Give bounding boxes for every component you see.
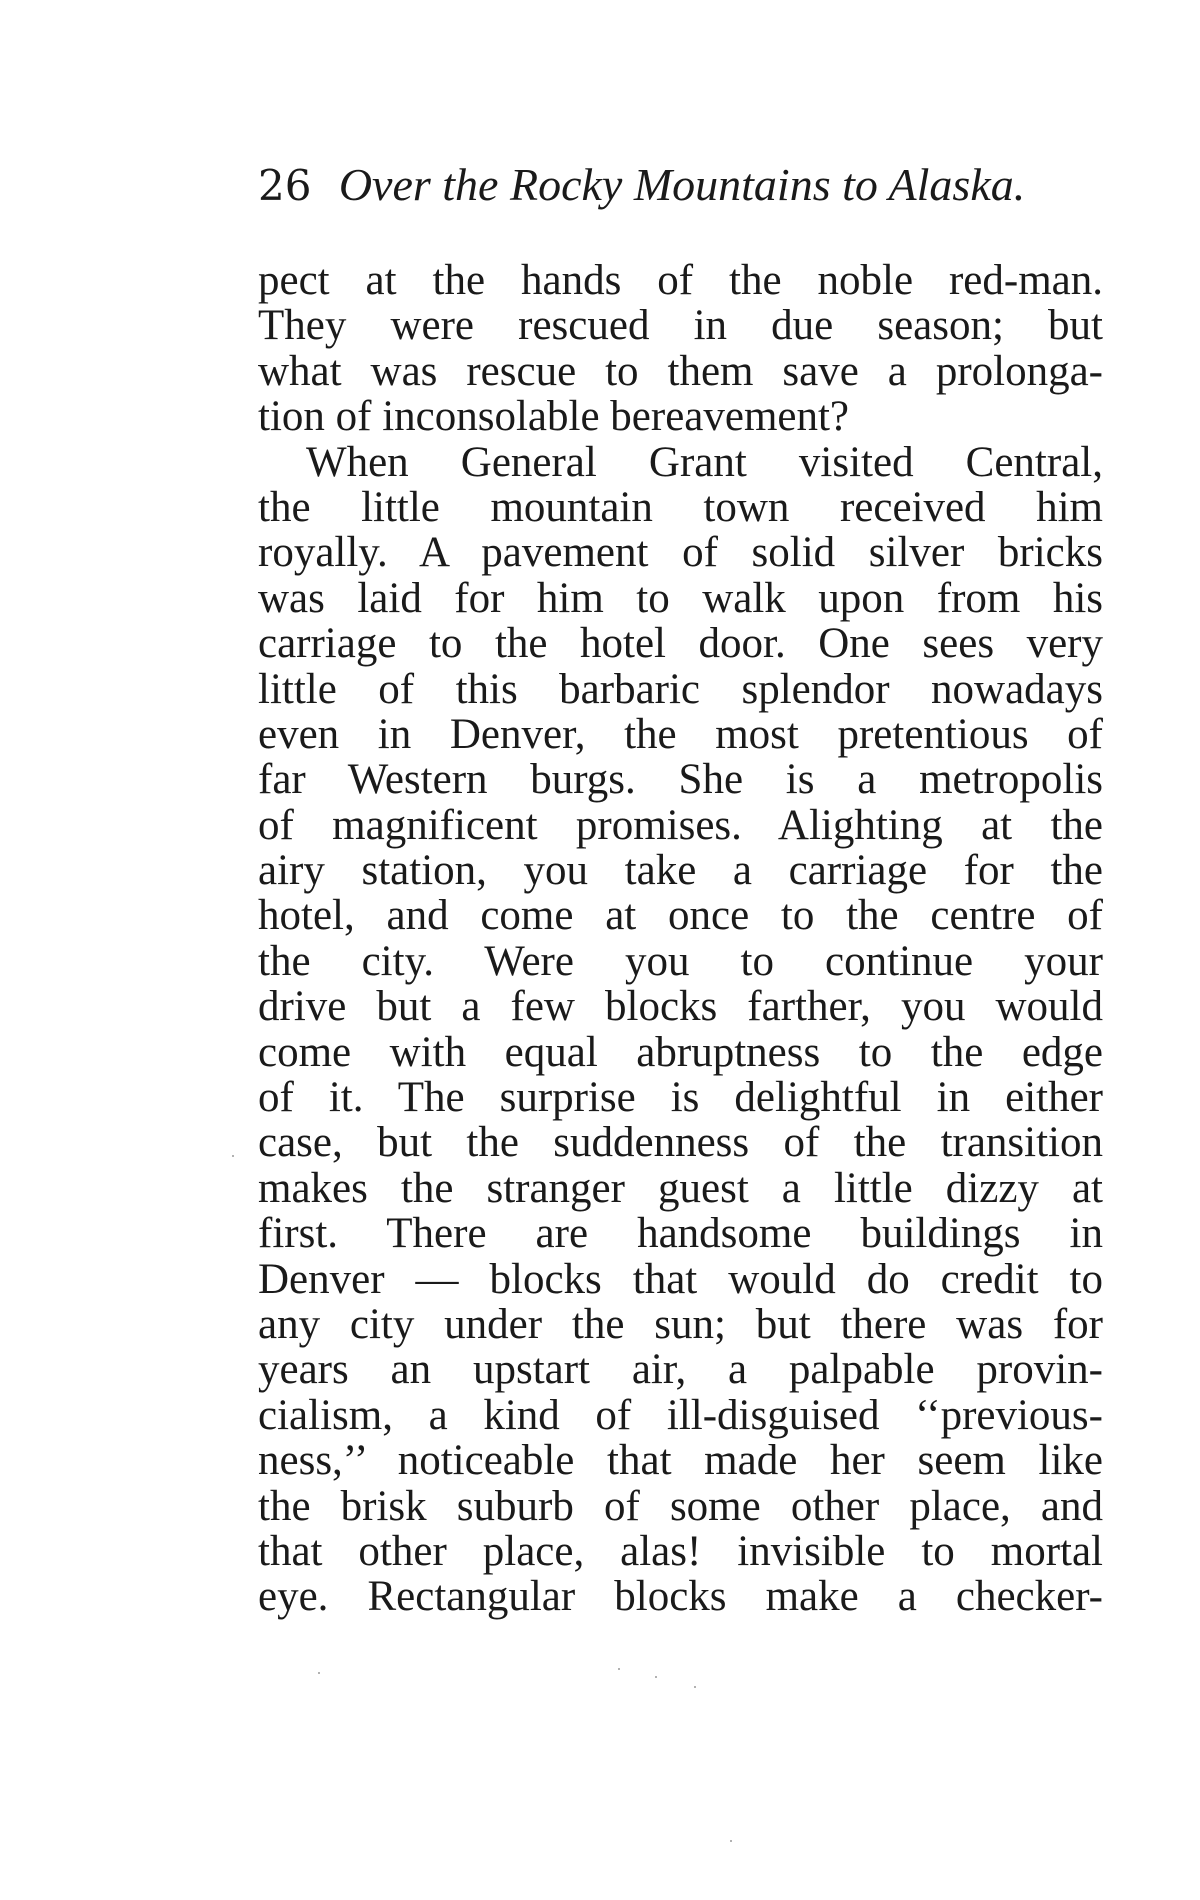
text-line: come with equal abruptness to the edge [258,1028,1103,1076]
text-line: was laid for him to walk upon from his [258,574,1103,622]
paper-speck [318,1672,320,1674]
text-line: Denver — blocks that would do credit to [258,1255,1103,1303]
text-line: cialism, a kind of ill-disguised ‘‘previous- [258,1391,1103,1439]
paper-speck [730,1840,732,1842]
book-title: Over the Rocky Mountains to Alaska. [338,159,1026,210]
text-line: far Western burgs. She is a metropolis [258,756,1103,804]
text-line: makes the stranger guest a little dizzy at [258,1164,1103,1212]
text-line: royally. A pavement of solid silver bricks [258,529,1103,577]
text-line: of it. The surprise is delightful in either [258,1074,1103,1122]
paper-speck [618,1668,620,1670]
text-line: case, but the suddenness of the transition [258,1119,1103,1167]
text-line: little of this barbaric splendor nowadays [258,665,1103,713]
paper-speck [694,1686,696,1688]
text-line: even in Denver, the most pretentious of [258,710,1103,758]
text-line: airy station, you take a carriage for the [258,847,1103,895]
text-line: the little mountain town received him [258,483,1103,531]
text-line: carriage to the hotel door. One sees very [258,620,1103,668]
text-line: that other place, alas! invisible to mortal [258,1527,1103,1575]
text-line: When General Grant visited Central, [306,438,1103,486]
text-line: first. There are handsome buildings in [258,1210,1103,1258]
paper-speck [232,1155,234,1157]
text-line: ness,’’ noticeable that made her seem like [258,1437,1103,1485]
text-line: any city under the sun; but there was for [258,1300,1103,1348]
paper-speck [655,1676,657,1678]
text-line: the city. Were you to continue your [258,937,1103,985]
text-line: eye. Rectangular blocks make a checker- [258,1573,1103,1621]
text-line: of magnificent promises. Alighting at the [258,801,1103,849]
text-line: years an upstart air, a palpable provin- [258,1346,1103,1394]
text-line: hotel, and come at once to the centre of [258,892,1103,940]
text-line: the brisk suburb of some other place, and [258,1482,1103,1530]
body-text [258,258,1103,1620]
text-line: drive but a few blocks farther, you would [258,983,1103,1031]
text-line: what was rescue to them save a prolonga- [258,347,1103,395]
running-head [258,160,1103,211]
text-line: pect at the hands of the noble red-man. [258,257,1103,304]
text-line: They were rescued in due season; but [258,302,1103,350]
text-line: tion of inconsolable bereavement? [258,393,850,441]
page-number: 26 [258,161,312,210]
